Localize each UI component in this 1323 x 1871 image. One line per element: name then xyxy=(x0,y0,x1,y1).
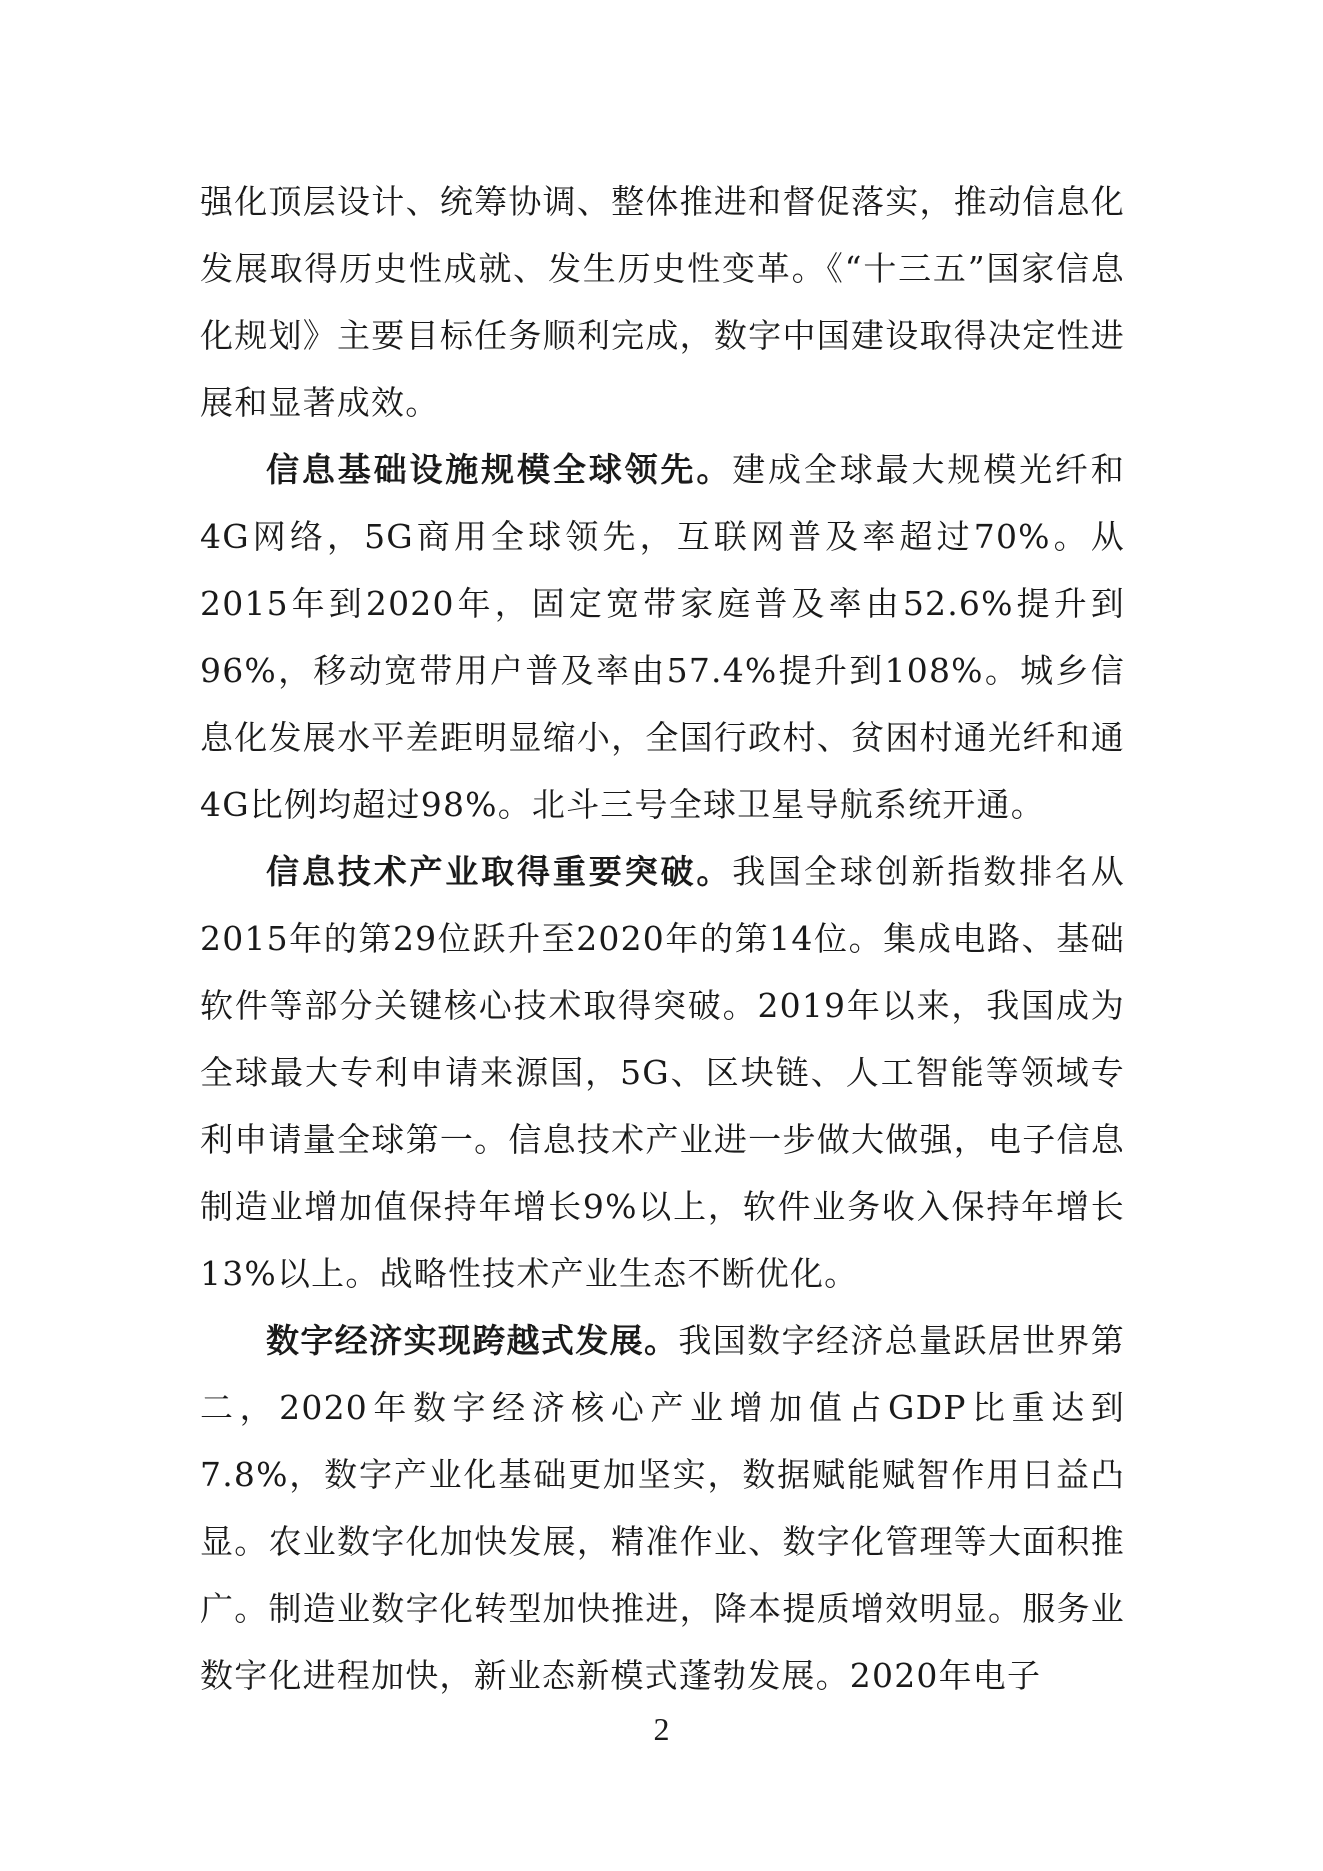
paragraph-heading: 数字经济实现跨越式发展。 xyxy=(266,1321,679,1360)
paragraph-infrastructure xyxy=(200,436,1125,838)
paragraph-heading: 信息基础设施规模全球领先。 xyxy=(266,450,733,489)
paragraph-digital-economy xyxy=(200,1307,1125,1709)
paragraph-text: 我国全球创新指数排名从2015年的第29位跃升至2020年的第14位。集成电路、基础软件等部分关键核心技术取得突破。2019年以来，我国成为全球最大专利申请来源国，5G、区块链、人工智能等领域专利申请量全球第一。信息技术产业进一步做大做强，电子信息制造业增加值保持年增长9%以上，软件业务收入保持年增长13%以上。战略性技术产业生态不断优化。 xyxy=(200,852,1125,1293)
paragraph-it-industry xyxy=(200,838,1125,1307)
paragraph-text: 建成全球最大规模光纤和4G网络，5G商用全球领先，互联网普及率超过70%。从2015年到2020年，固定宽带家庭普及率由52.6%提升到96%，移动宽带用户普及率由57.4%提升到108%。城乡信息化发展水平差距明显缩小，全国行政村、贫困村通光纤和通4G比例均超过98%。北斗三号全球卫星导航系统开通。 xyxy=(200,450,1125,824)
paragraph-text: 强化顶层设计、统筹协调、整体推进和督促落实，推动信息化发展取得历史性成就、发生历史性变革。《“十三五”国家信息化规划》主要目标任务顺利完成，数字中国建设取得决定性进展和显著成效。 xyxy=(200,182,1125,422)
paragraph-continuation xyxy=(200,168,1125,436)
paragraph-heading: 信息技术产业取得重要突破。 xyxy=(266,852,733,891)
document-body xyxy=(200,168,1125,1709)
paragraph-text: 我国数字经济总量跃居世界第二，2020年数字经济核心产业增加值占GDP比重达到7.8%，数字产业化基础更加坚实，数据赋能赋智作用日益凸显。农业数字化加快发展，精准作业、数字化管理等大面积推广。制造业数字化转型加快推进，降本提质增效明显。服务业数字化进程加快，新业态新模式蓬勃发展。2020年电子 xyxy=(200,1321,1125,1695)
page-number: 2 xyxy=(653,1711,670,1747)
